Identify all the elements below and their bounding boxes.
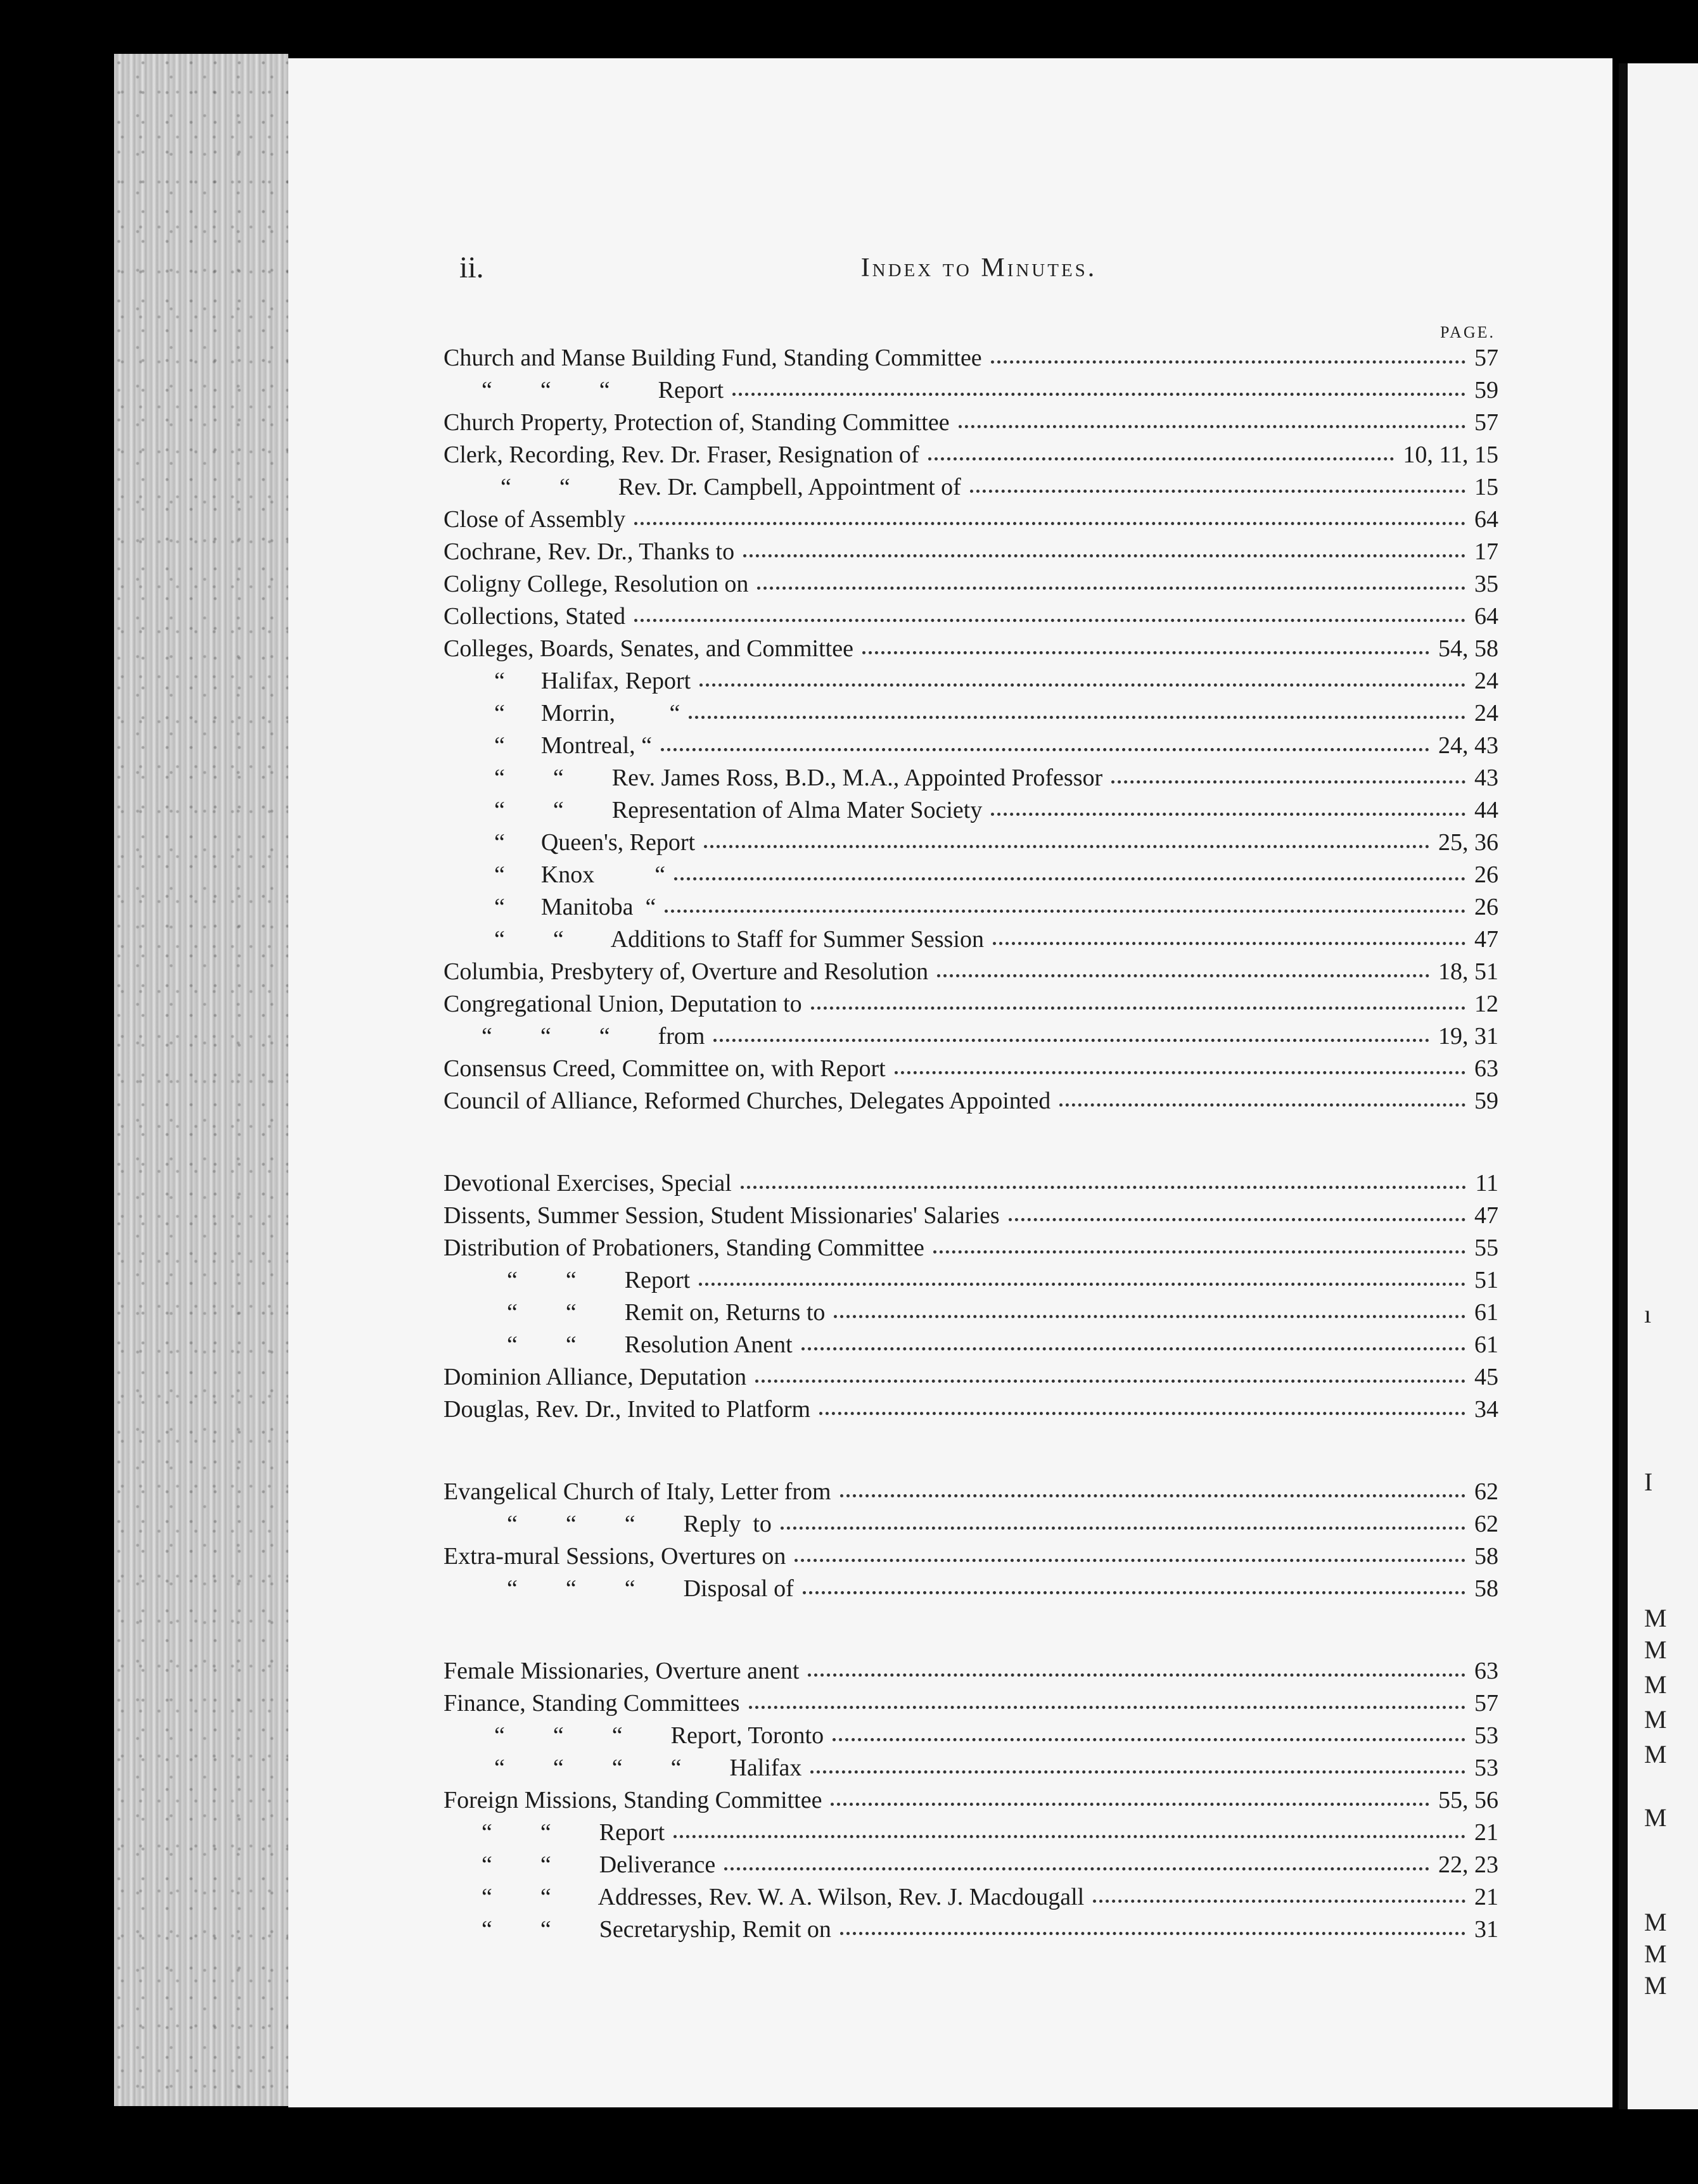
dot-leader bbox=[1009, 1212, 1465, 1221]
index-entry bbox=[444, 1817, 1498, 1849]
index-entry bbox=[444, 504, 1498, 536]
index-entry bbox=[444, 794, 1498, 827]
index-entry bbox=[444, 1053, 1498, 1085]
entry-label: Coligny College, Resolution on bbox=[444, 571, 749, 597]
index-entry bbox=[444, 374, 1498, 407]
dot-leader bbox=[1093, 1893, 1465, 1903]
index-entry bbox=[444, 1329, 1498, 1361]
entry-label: “ “ Deliverance bbox=[482, 1851, 716, 1878]
page-number: ii. bbox=[459, 251, 484, 284]
index-entry bbox=[444, 988, 1498, 1020]
dot-leader bbox=[933, 1244, 1465, 1254]
dot-leader bbox=[801, 1341, 1465, 1350]
index-entry bbox=[444, 1476, 1498, 1508]
entry-page-ref: 59 bbox=[1474, 1088, 1498, 1114]
entry-page-ref: 11 bbox=[1475, 1170, 1498, 1197]
entry-page-ref: 21 bbox=[1474, 1819, 1498, 1846]
entry-page-ref: 21 bbox=[1474, 1884, 1498, 1910]
dot-leader bbox=[831, 1796, 1429, 1806]
entry-page-ref: 64 bbox=[1474, 506, 1498, 533]
index-entry bbox=[444, 1784, 1498, 1817]
index-entry bbox=[444, 600, 1498, 633]
dot-leader bbox=[673, 1829, 1465, 1838]
index-entry bbox=[444, 1361, 1498, 1394]
entry-label: “ “ Remit on, Returns to bbox=[507, 1299, 826, 1326]
entry-label: Female Missionaries, Overture anent bbox=[444, 1658, 800, 1684]
index-entry bbox=[444, 1394, 1498, 1426]
entry-label: “ Halifax, Report bbox=[494, 668, 691, 694]
entry-page-ref: 35 bbox=[1474, 571, 1498, 597]
index-entry bbox=[444, 1720, 1498, 1752]
dot-leader bbox=[840, 1488, 1465, 1497]
entry-label: “ Manitoba “ bbox=[494, 894, 656, 920]
entry-label: Distribution of Probationers, Standing Committee bbox=[444, 1235, 924, 1261]
dot-leader bbox=[689, 709, 1465, 719]
entry-page-ref: 15 bbox=[1474, 474, 1498, 500]
entry-page-ref: 53 bbox=[1474, 1755, 1498, 1781]
dot-leader bbox=[1111, 774, 1465, 784]
entry-label: “ “ “ Disposal of bbox=[507, 1575, 794, 1602]
entry-page-ref: 47 bbox=[1474, 926, 1498, 953]
entry-page-ref: 61 bbox=[1474, 1299, 1498, 1326]
dot-leader bbox=[724, 1861, 1429, 1870]
index-entry bbox=[444, 633, 1498, 665]
entry-label: Church and Manse Building Fund, Standing Committee bbox=[444, 345, 982, 371]
entry-label: Clerk, Recording, Rev. Dr. Fraser, Resignation of bbox=[444, 441, 919, 468]
dot-leader bbox=[674, 871, 1465, 880]
facing-page-edge bbox=[1619, 63, 1698, 2109]
entry-page-ref: 58 bbox=[1474, 1575, 1498, 1602]
dot-leader bbox=[743, 548, 1465, 557]
facing-page-glyph: M bbox=[1644, 1745, 1667, 1764]
entry-page-ref: 57 bbox=[1474, 345, 1498, 371]
dot-leader bbox=[634, 613, 1465, 622]
page-header bbox=[459, 250, 1498, 288]
entry-page-ref: 63 bbox=[1474, 1055, 1498, 1082]
index-entry bbox=[444, 1020, 1498, 1053]
entry-label: Douglas, Rev. Dr., Invited to Platform bbox=[444, 1396, 811, 1423]
entry-label: “ Queen's, Report bbox=[494, 829, 696, 856]
index-entry bbox=[444, 1297, 1498, 1329]
dot-leader bbox=[795, 1552, 1465, 1562]
facing-page-glyph: M bbox=[1644, 1976, 1667, 1995]
dot-leader bbox=[781, 1520, 1465, 1530]
index-entry bbox=[444, 1914, 1498, 1946]
entry-page-ref: 18, 51 bbox=[1438, 958, 1498, 985]
page-edge bbox=[114, 54, 288, 2106]
entry-page-ref: 31 bbox=[1474, 1916, 1498, 1943]
index-entry bbox=[444, 407, 1498, 439]
index-entry bbox=[444, 1540, 1498, 1573]
index-entry bbox=[444, 471, 1498, 504]
entry-page-ref: 24 bbox=[1474, 668, 1498, 694]
index-entry bbox=[444, 1264, 1498, 1297]
index-entry bbox=[444, 1085, 1498, 1117]
dot-leader bbox=[834, 1309, 1465, 1318]
facing-page-glyph: M bbox=[1644, 1945, 1667, 1964]
entry-label: “ “ Rev. James Ross, B.D., M.A., Appointed Professor bbox=[494, 765, 1103, 791]
entry-page-ref: 62 bbox=[1474, 1478, 1498, 1505]
entry-label: “ “ “ Report, Toronto bbox=[494, 1722, 824, 1749]
index-entry bbox=[444, 342, 1498, 374]
dot-leader bbox=[810, 1764, 1465, 1774]
entry-label: “ “ Report bbox=[507, 1267, 691, 1293]
dot-leader bbox=[704, 839, 1429, 848]
entry-label: “ Montreal, “ bbox=[494, 732, 653, 759]
facing-page-glyph: M bbox=[1644, 1913, 1667, 1932]
dot-leader bbox=[713, 1032, 1429, 1042]
entry-label: Foreign Missions, Standing Committee bbox=[444, 1787, 822, 1813]
entry-label: Cochrane, Rev. Dr., Thanks to bbox=[444, 538, 735, 565]
entry-label: “ “ “ “ Halifax bbox=[494, 1755, 802, 1781]
dot-leader bbox=[699, 677, 1465, 687]
entry-page-ref: 26 bbox=[1474, 861, 1498, 888]
index-entry bbox=[444, 1200, 1498, 1232]
entry-label: “ Morrin, “ bbox=[494, 700, 680, 727]
entry-label: “ “ “ from bbox=[482, 1023, 705, 1050]
entry-page-ref: 47 bbox=[1474, 1202, 1498, 1229]
entry-label: Council of Alliance, Reformed Churches, Delegates Appointed bbox=[444, 1088, 1051, 1114]
dot-leader bbox=[741, 1179, 1467, 1189]
entry-page-ref: 19, 31 bbox=[1438, 1023, 1498, 1050]
dot-leader bbox=[833, 1732, 1465, 1741]
entry-label: Finance, Standing Committees bbox=[444, 1690, 740, 1717]
entry-page-ref: 34 bbox=[1474, 1396, 1498, 1423]
dot-leader bbox=[665, 903, 1465, 913]
entry-label: “ “ “ Report bbox=[482, 377, 724, 403]
index-entry bbox=[444, 665, 1498, 697]
index-entry bbox=[444, 1849, 1498, 1881]
index-entry bbox=[444, 924, 1498, 956]
entry-label: Devotional Exercises, Special bbox=[444, 1170, 732, 1197]
entry-page-ref: 54, 58 bbox=[1438, 635, 1498, 662]
entry-label: “ “ Secretaryship, Remit on bbox=[482, 1916, 831, 1943]
dot-leader bbox=[928, 451, 1395, 460]
dot-leader bbox=[970, 483, 1465, 493]
entry-label: Consensus Creed, Committee on, with Report bbox=[444, 1055, 886, 1082]
entry-label: “ “ Report bbox=[482, 1819, 665, 1846]
facing-page-glyph: M bbox=[1644, 1641, 1667, 1660]
entry-page-ref: 63 bbox=[1474, 1658, 1498, 1684]
index-entry bbox=[444, 1655, 1498, 1687]
index-entry bbox=[444, 1752, 1498, 1784]
index-entry bbox=[444, 1167, 1498, 1200]
dot-leader bbox=[811, 1000, 1465, 1010]
entry-label: “ “ Representation of Alma Mater Society bbox=[494, 797, 983, 823]
entry-label: “ “ Additions to Staff for Summer Session bbox=[494, 926, 984, 953]
entry-page-ref: 57 bbox=[1474, 409, 1498, 436]
dot-leader bbox=[755, 1373, 1465, 1383]
dot-leader bbox=[840, 1926, 1465, 1935]
index-entry bbox=[444, 730, 1498, 762]
facing-page-glyph: M bbox=[1644, 1808, 1667, 1827]
entry-label: Colleges, Boards, Senates, and Committee bbox=[444, 635, 853, 662]
entry-page-ref: 45 bbox=[1474, 1364, 1498, 1390]
dot-leader bbox=[634, 516, 1465, 525]
entry-page-ref: 10, 11, 15 bbox=[1403, 441, 1498, 468]
index-entry bbox=[444, 1232, 1498, 1264]
index-entry bbox=[444, 827, 1498, 859]
page-column-heading: PAGE. bbox=[1439, 323, 1495, 341]
dot-leader bbox=[803, 1585, 1465, 1594]
dot-leader bbox=[661, 742, 1429, 751]
entry-label: Close of Assembly bbox=[444, 506, 626, 533]
facing-page-glyph: M bbox=[1644, 1675, 1667, 1694]
index-entry bbox=[444, 859, 1498, 891]
index-entry bbox=[444, 439, 1498, 471]
entry-label: “ “ “ Reply to bbox=[507, 1511, 772, 1537]
entry-label: Church Property, Protection of, Standing Committee bbox=[444, 409, 950, 436]
dot-leader bbox=[991, 806, 1465, 816]
index-entry bbox=[444, 762, 1498, 794]
dot-leader bbox=[757, 580, 1465, 590]
entry-label: “ “ Addresses, Rev. W. A. Wilson, Rev. J. Macdougall bbox=[482, 1884, 1085, 1910]
dot-leader bbox=[699, 1276, 1465, 1286]
dot-leader bbox=[732, 386, 1465, 396]
index-entry bbox=[444, 568, 1498, 600]
dot-leader bbox=[819, 1406, 1465, 1415]
index-entry bbox=[444, 891, 1498, 924]
dot-leader bbox=[959, 419, 1465, 428]
entry-page-ref: 59 bbox=[1474, 377, 1498, 403]
index-entry bbox=[444, 1881, 1498, 1914]
dot-leader bbox=[749, 1699, 1465, 1709]
entry-page-ref: 24 bbox=[1474, 700, 1498, 727]
index-entry bbox=[444, 536, 1498, 568]
dot-leader bbox=[991, 354, 1465, 364]
dot-leader bbox=[993, 936, 1465, 945]
index-entry bbox=[444, 1687, 1498, 1720]
dot-leader bbox=[895, 1065, 1465, 1074]
entry-label: Dissents, Summer Session, Student Missionaries' Salaries bbox=[444, 1202, 1000, 1229]
entry-page-ref: 24, 43 bbox=[1438, 732, 1498, 759]
entry-label: “ Knox “ bbox=[494, 861, 666, 888]
index-entry bbox=[444, 1573, 1498, 1605]
entry-page-ref: 64 bbox=[1474, 603, 1498, 630]
entry-label: Columbia, Presbytery of, Overture and Resolution bbox=[444, 958, 929, 985]
index-entry bbox=[444, 956, 1498, 988]
entry-page-ref: 51 bbox=[1474, 1267, 1498, 1293]
entry-label: “ “ Rev. Dr. Campbell, Appointment of bbox=[501, 474, 961, 500]
entry-page-ref: 57 bbox=[1474, 1690, 1498, 1717]
facing-page-glyph: M bbox=[1644, 1609, 1667, 1628]
dot-leader bbox=[808, 1667, 1465, 1677]
entry-page-ref: 55 bbox=[1474, 1235, 1498, 1261]
facing-page-glyph: M bbox=[1644, 1710, 1667, 1729]
dot-leader bbox=[862, 645, 1429, 654]
entry-page-ref: 12 bbox=[1474, 991, 1498, 1017]
entry-page-ref: 53 bbox=[1474, 1722, 1498, 1749]
index-entry bbox=[444, 1508, 1498, 1540]
entry-page-ref: 44 bbox=[1474, 797, 1498, 823]
entry-page-ref: 62 bbox=[1474, 1511, 1498, 1537]
entry-label: Collections, Stated bbox=[444, 603, 626, 630]
entry-page-ref: 25, 36 bbox=[1438, 829, 1498, 856]
entry-page-ref: 43 bbox=[1474, 765, 1498, 791]
entry-page-ref: 58 bbox=[1474, 1543, 1498, 1570]
index-entry bbox=[444, 697, 1498, 730]
facing-page-glyph: ı bbox=[1644, 1305, 1652, 1324]
entry-page-ref: 61 bbox=[1474, 1331, 1498, 1358]
index-entries bbox=[444, 342, 1498, 1946]
entry-page-ref: 22, 23 bbox=[1438, 1851, 1498, 1878]
running-title: Index to Minutes. bbox=[860, 253, 1097, 283]
entry-label: “ “ Resolution Anent bbox=[507, 1331, 793, 1358]
entry-label: Congregational Union, Deputation to bbox=[444, 991, 802, 1017]
dot-leader bbox=[937, 968, 1429, 977]
dot-leader bbox=[1059, 1097, 1465, 1107]
entry-label: Evangelical Church of Italy, Letter from bbox=[444, 1478, 831, 1505]
entry-page-ref: 17 bbox=[1474, 538, 1498, 565]
entry-page-ref: 55, 56 bbox=[1438, 1787, 1498, 1813]
entry-label: Dominion Alliance, Deputation bbox=[444, 1364, 747, 1390]
entry-page-ref: 26 bbox=[1474, 894, 1498, 920]
entry-label: Extra-mural Sessions, Overtures on bbox=[444, 1543, 786, 1570]
facing-page-glyph: I bbox=[1644, 1473, 1653, 1492]
